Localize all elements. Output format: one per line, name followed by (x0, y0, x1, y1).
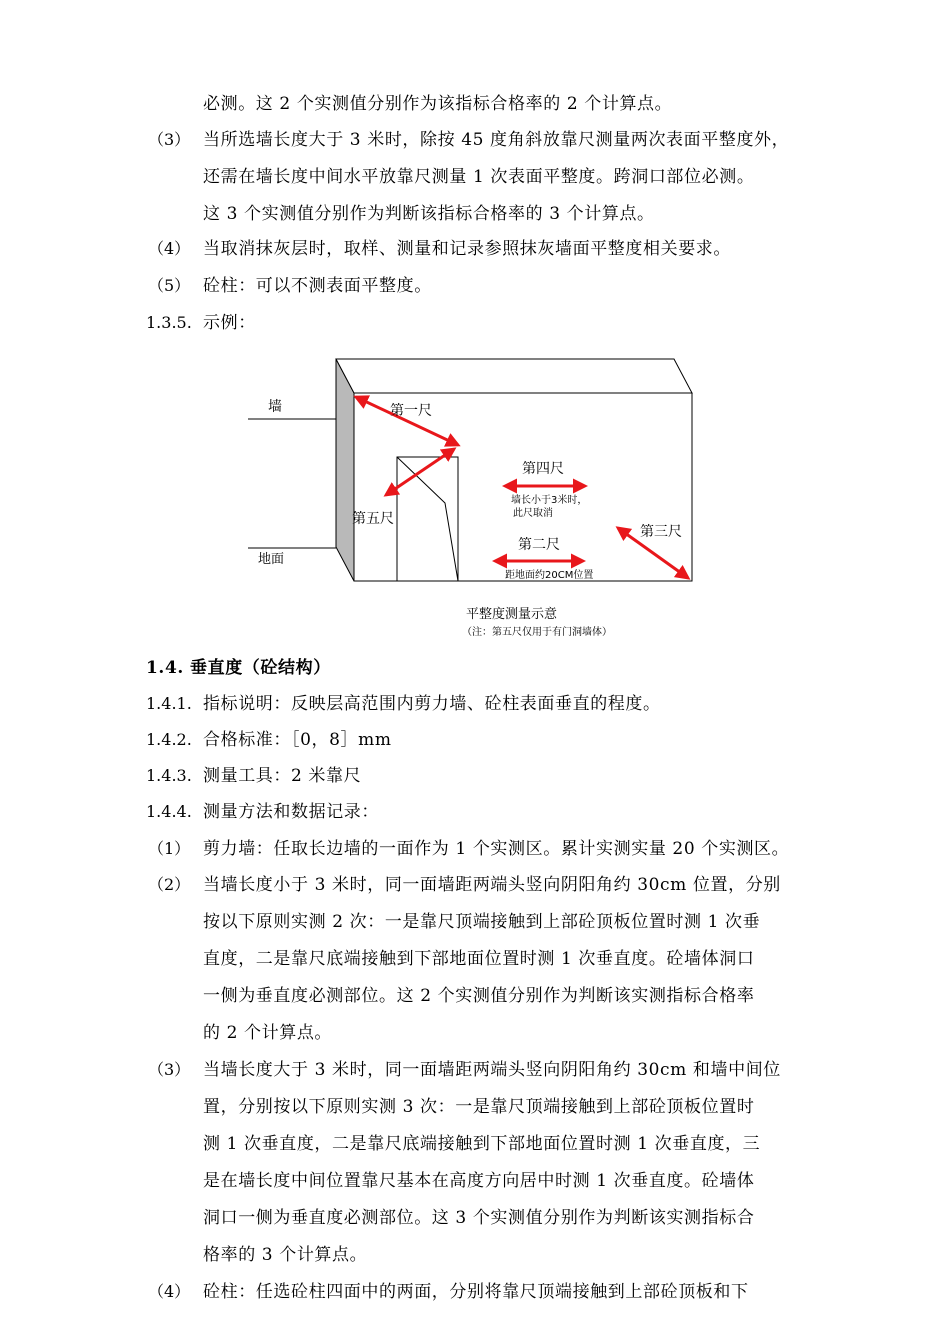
item-b3-line-1: 当墙长度大于 3 米时，同一面墙距两端头竖向阴阳角约 30cm 和墙中间位 (203, 1060, 781, 1080)
item-b4-number: （4） (148, 1282, 191, 1301)
subsection-143-text: 测量工具：2 米靠尺 (203, 766, 362, 786)
door-opening (397, 457, 458, 581)
subsection-144-number: 1.4.4. (146, 802, 192, 821)
ruler-3-label: 第三尺 (640, 524, 682, 540)
label-wall: 墙 (268, 399, 282, 415)
subsection-141-number: 1.4.1. (146, 694, 192, 713)
item-b3-number: （3） (148, 1060, 191, 1079)
item-b2-line-2: 按以下原则实测 2 次：一是靠尺顶端接触到上部砼顶板位置时测 1 次垂 (203, 912, 761, 932)
item-b2-line-3: 直度，二是靠尺底端接触到下部地面位置时测 1 次垂直度。砼墙体洞口 (203, 949, 755, 969)
item-a4-number: （4） (148, 239, 191, 258)
ruler-4-note-2: 此尺取消 (513, 508, 553, 519)
section-14-number: 1.4. (146, 658, 184, 678)
item-a3-number: （3） (148, 130, 191, 149)
ruler-2-label: 第二尺 (518, 537, 560, 553)
ruler-1-label: 第一尺 (390, 403, 432, 419)
diagram-caption-note: （注：第五尺仅用于有门洞墙体） (462, 627, 612, 638)
diagram-caption: 平整度测量示意 (466, 607, 558, 622)
ruler-4-note-1: 墙长小于3米时， (511, 495, 588, 506)
item-b3-line-5: 洞口一侧为垂直度必测部位。这 3 个实测值分别作为判断该实测指标合 (203, 1208, 755, 1228)
subsection-141-text: 指标说明：反映层高范围内剪力墙、砼柱表面垂直的程度。 (203, 694, 661, 714)
item-a5-line-1: 砼柱：可以不测表面平整度。 (203, 276, 432, 296)
ruler-5-label: 第五尺 (352, 511, 394, 527)
wall-side-face (336, 359, 354, 581)
subsection-144-text: 测量方法和数据记录： (203, 802, 379, 822)
item-b3-line-2: 置，分别按以下原则实测 3 次：一是靠尺顶端接触到上部砼顶板位置时 (203, 1097, 755, 1117)
section-14-title: 垂直度（砼结构） (190, 658, 331, 678)
continuation-line: 必测。这 2 个实测值分别作为该指标合格率的 2 个计算点。 (203, 94, 673, 114)
item-b2-line-1: 当墙长度小于 3 米时，同一面墙距两端头竖向阴阳角约 30cm 位置，分别 (203, 875, 781, 895)
label-ground: 地面 (258, 552, 285, 567)
item-b2-line-5: 的 2 个计算点。 (203, 1023, 333, 1043)
item-b4-line-1: 砼柱：任选砼柱四面中的两面，分别将靠尺顶端接触到上部砼顶板和下 (203, 1282, 749, 1302)
item-a3-line-2: 还需在墙长度中间水平放靠尺测量 1 次表面平整度。跨洞口部位必测。 (203, 167, 755, 187)
wall-top-face (336, 359, 692, 393)
item-a3-line-3: 这 3 个实测值分别作为判断该指标合格率的 3 个计算点。 (203, 204, 655, 224)
item-b3-line-3: 测 1 次垂直度，二是靠尺底端接触到下部地面位置时测 1 次垂直度，三 (203, 1134, 761, 1154)
item-b2-line-4: 一侧为垂直度必测部位。这 2 个实测值分别作为判断该实测指标合格率 (203, 986, 755, 1006)
ruler-2-note: 距地面约20CM位置 (505, 570, 594, 581)
item-a3-line-1: 当所选墙长度大于 3 米时，除按 45 度角斜放靠尺测量两次表面平整度外， (203, 130, 790, 150)
subsection-143-number: 1.4.3. (146, 766, 192, 785)
item-b3-line-4: 是在墙长度中间位置靠尺基本在高度方向居中时测 1 次垂直度。砼墙体 (203, 1171, 755, 1191)
ruler-4-label: 第四尺 (522, 461, 564, 477)
subsection-142-text: 合格标准：［0，8］mm (203, 730, 392, 750)
item-a4-line-1: 当取消抹灰层时，取样、测量和记录参照抹灰墙面平整度相关要求。 (203, 239, 731, 259)
item-b1-line-1: 剪力墙：任取长边墙的一面作为 1 个实测区。累计实测实量 20 个实测区。 (203, 839, 790, 859)
item-a5-number: （5） (148, 276, 191, 295)
subsection-142-number: 1.4.2. (146, 730, 192, 749)
flatness-measurement-diagram (0, 345, 950, 645)
section-135-text: 示例： (203, 313, 256, 333)
item-b3-line-6: 格率的 3 个计算点。 (203, 1245, 368, 1265)
section-135-number: 1.3.5. (146, 313, 192, 332)
item-b2-number: （2） (148, 875, 191, 894)
item-b1-number: （1） (148, 839, 191, 858)
